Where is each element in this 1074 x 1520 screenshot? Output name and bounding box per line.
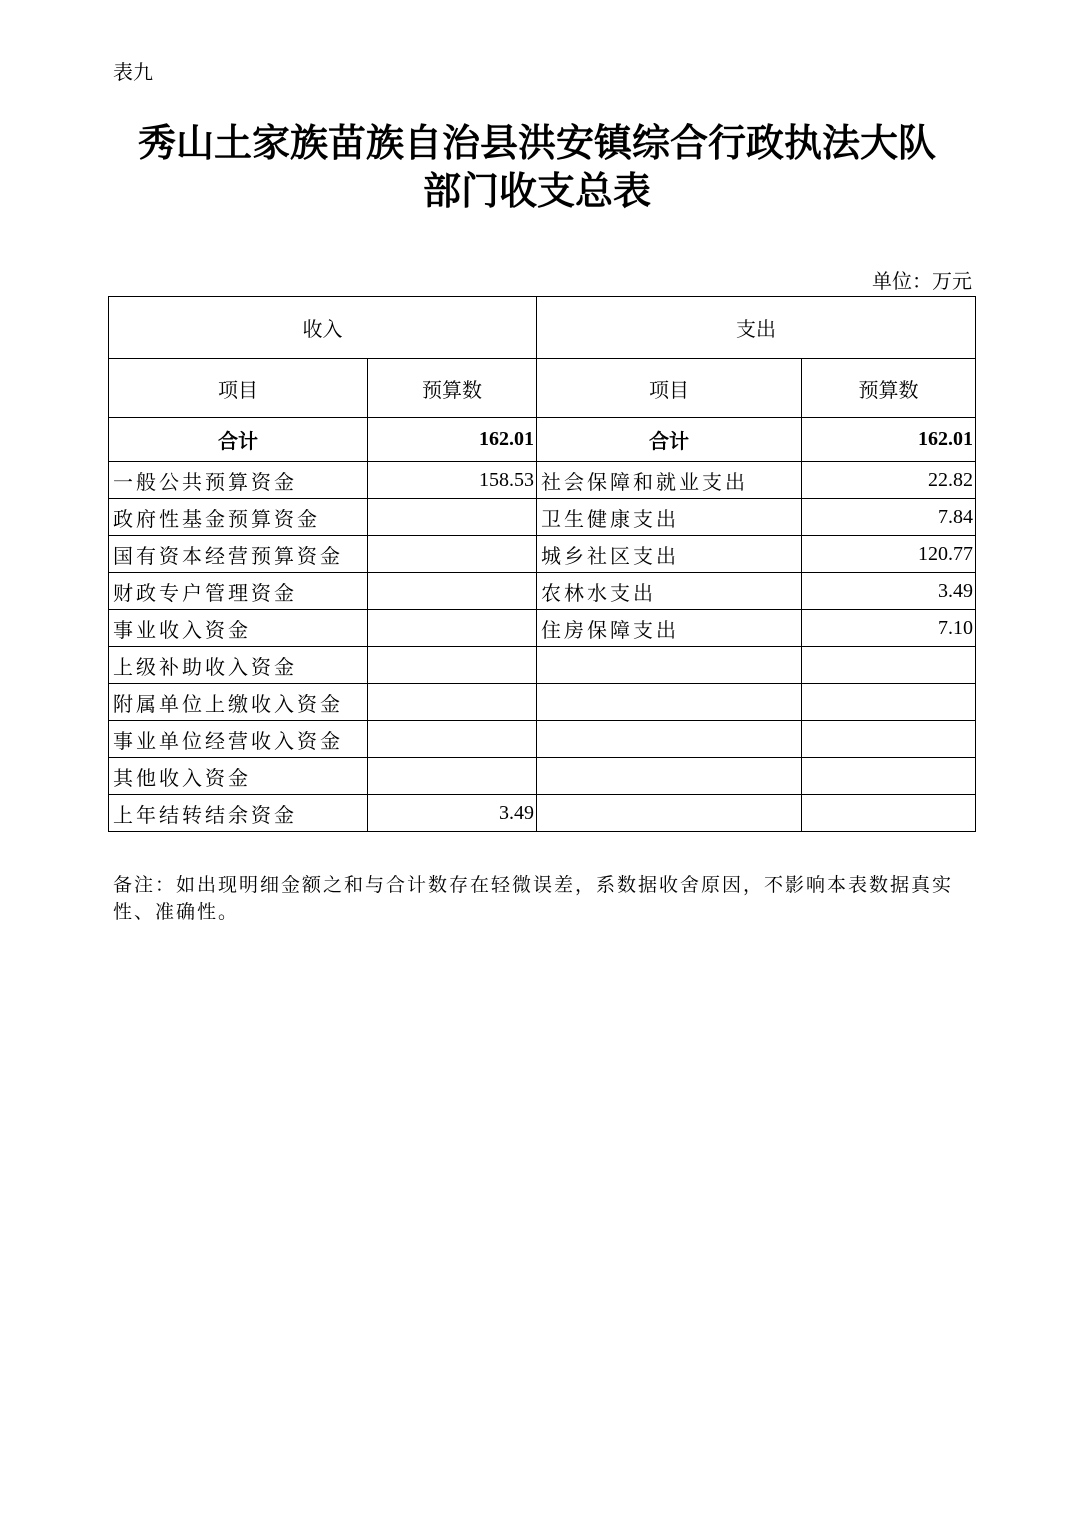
income-value	[368, 536, 537, 573]
expense-item	[537, 647, 802, 684]
expense-total-value: 162.01	[802, 418, 976, 462]
expense-total-label: 合计	[537, 418, 802, 462]
income-item: 国有资本经营预算资金	[109, 536, 368, 573]
expense-item: 城乡社区支出	[537, 536, 802, 573]
income-budget-column-header: 预算数	[368, 359, 537, 418]
unit-label: 单位：万元	[872, 269, 972, 293]
expense-item	[537, 758, 802, 795]
income-item: 事业收入资金	[109, 610, 368, 647]
budget-summary-table	[108, 296, 976, 832]
table-row	[109, 610, 976, 647]
expense-item: 住房保障支出	[537, 610, 802, 647]
expense-item: 农林水支出	[537, 573, 802, 610]
income-item: 其他收入资金	[109, 758, 368, 795]
income-header: 收入	[109, 297, 537, 359]
income-item: 附属单位上缴收入资金	[109, 684, 368, 721]
expense-value: 3.49	[802, 573, 976, 610]
table-row	[109, 684, 976, 721]
income-total-value: 162.01	[368, 418, 537, 462]
expense-item: 卫生健康支出	[537, 499, 802, 536]
expense-value: 7.84	[802, 499, 976, 536]
table-row	[109, 536, 976, 573]
expense-value: 22.82	[802, 462, 976, 499]
expense-value	[802, 795, 976, 832]
table-row	[109, 721, 976, 758]
expense-value: 7.10	[802, 610, 976, 647]
income-value	[368, 758, 537, 795]
expense-value: 120.77	[802, 536, 976, 573]
income-item: 财政专户管理资金	[109, 573, 368, 610]
table-number: 表九	[113, 60, 153, 84]
expense-header: 支出	[537, 297, 976, 359]
expense-item: 社会保障和就业支出	[537, 462, 802, 499]
page-title-line-1: 秀山土家族苗族自治县洪安镇综合行政执法大队	[137, 120, 936, 165]
expense-item	[537, 721, 802, 758]
income-value	[368, 721, 537, 758]
expense-budget-column-header: 预算数	[802, 359, 976, 418]
table-row	[109, 462, 976, 499]
income-value: 158.53	[368, 462, 537, 499]
page-title-line-2: 部门收支总表	[422, 168, 651, 213]
expense-item	[537, 684, 802, 721]
footnote: 备注：如出现明细金额之和与合计数存在轻微误差，系数据收舍原因，不影响本表数据真实性、准确性。	[113, 874, 954, 923]
income-value	[368, 573, 537, 610]
table-row	[109, 758, 976, 795]
expense-item-column-header: 项目	[537, 359, 802, 418]
income-item: 一般公共预算资金	[109, 462, 368, 499]
table-row	[109, 795, 976, 832]
income-item: 事业单位经营收入资金	[109, 721, 368, 758]
income-item: 上级补助收入资金	[109, 647, 368, 684]
expense-value	[802, 647, 976, 684]
section-header-row	[109, 297, 976, 359]
total-row	[109, 418, 976, 462]
income-value	[368, 647, 537, 684]
expense-value	[802, 721, 976, 758]
income-value	[368, 499, 537, 536]
income-item-column-header: 项目	[109, 359, 368, 418]
table-row	[109, 647, 976, 684]
income-item: 上年结转结余资金	[109, 795, 368, 832]
expense-value	[802, 758, 976, 795]
expense-item	[537, 795, 802, 832]
column-header-row	[109, 359, 976, 418]
expense-value	[802, 684, 976, 721]
income-value	[368, 684, 537, 721]
table-row	[109, 499, 976, 536]
income-item: 政府性基金预算资金	[109, 499, 368, 536]
income-total-label: 合计	[109, 418, 368, 462]
table-row	[109, 573, 976, 610]
income-value	[368, 610, 537, 647]
income-value: 3.49	[368, 795, 537, 832]
